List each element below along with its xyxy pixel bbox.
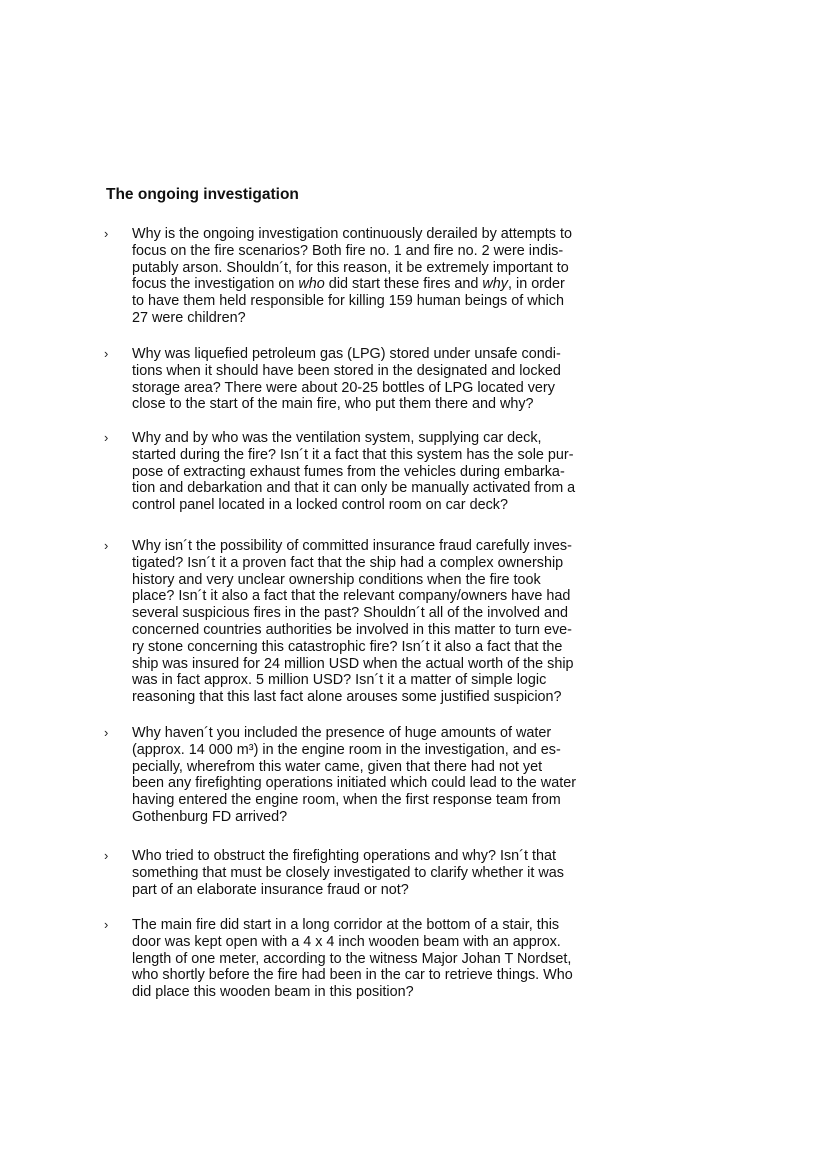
text-run: started during the fire? Isn´t it a fact that this system has the sole pur-	[132, 446, 574, 463]
text-line	[132, 363, 602, 380]
bullet-chevron-icon: ›	[104, 538, 109, 553]
text-line	[132, 917, 602, 934]
text-run: history and very unclear ownership conditions when the fire took	[132, 571, 541, 588]
text-run: Why is the ongoing investigation continuously derailed by attempts to	[132, 226, 572, 242]
text-run: been any firefighting operations initiated which could lead to the water	[132, 775, 576, 792]
question-text	[132, 538, 602, 706]
text-line	[132, 967, 602, 984]
text-line	[132, 775, 602, 792]
text-run: tigated? Isn´t it a proven fact that the ship had a complex ownership	[132, 554, 564, 571]
section-heading: The ongoing investigation	[106, 186, 299, 203]
question-text	[132, 226, 602, 327]
text-line	[132, 605, 602, 622]
text-run: Why isn´t the possibility of committed insurance fraud carefully inves-	[132, 538, 572, 554]
bullet-chevron-icon: ›	[104, 725, 109, 740]
text-line	[132, 447, 602, 464]
text-run: Why and by who was the ventilation system, supplying car deck,	[132, 430, 542, 446]
text-line	[132, 480, 602, 497]
text-run: having entered the engine room, when the first response team from	[132, 792, 561, 809]
text-line	[132, 293, 602, 310]
text-run: did place this wooden beam in this position?	[132, 984, 414, 1001]
text-run: Who tried to obstruct the firefighting operations and why? Isn´t that	[132, 848, 556, 864]
text-run: did start these fires and	[324, 276, 483, 293]
text-line	[132, 243, 602, 260]
question-text	[132, 917, 602, 1001]
text-run: who shortly before the fire had been in the car to retrieve things. Who	[132, 967, 573, 984]
text-run: focus on the fire scenarios? Both fire no. 1 and fire no. 2 were indis-	[132, 242, 564, 259]
text-line	[132, 725, 602, 742]
text-line	[132, 865, 602, 882]
question-text	[132, 725, 602, 826]
text-run: control panel located in a locked control room on car deck?	[132, 497, 508, 514]
text-run: something that must be closely investigated to clarify whether it was	[132, 864, 564, 881]
text-run: pose of extracting exhaust fumes from the vehicles during embarka-	[132, 463, 565, 480]
text-line	[132, 346, 602, 363]
bullet-chevron-icon: ›	[104, 430, 109, 445]
text-line	[132, 848, 602, 865]
text-run: close to the start of the main fire, who put them there and why?	[132, 396, 534, 413]
text-line	[132, 464, 602, 481]
text-line	[132, 396, 602, 413]
text-line	[132, 934, 602, 951]
text-line	[132, 555, 602, 572]
text-line	[132, 809, 602, 826]
question-text	[132, 346, 602, 413]
text-run: putably arson. Shouldn´t, for this reason, it be extremely important to	[132, 259, 569, 276]
text-line	[132, 672, 602, 689]
text-run: , in order	[508, 276, 565, 293]
question-text	[132, 848, 602, 898]
text-line	[132, 951, 602, 968]
text-run: part of an elaborate insurance fraud or not?	[132, 881, 409, 898]
text-run: reasoning that this last fact alone arouses some justified suspicion?	[132, 689, 562, 706]
text-run: Why haven´t you included the presence of huge amounts of water	[132, 725, 552, 741]
text-run: The main fire did start in a long corridor at the bottom of a stair, this	[132, 917, 560, 933]
text-line	[132, 656, 602, 673]
text-run: length of one meter, according to the witness Major Johan T Nordset,	[132, 950, 572, 967]
text-line	[132, 689, 602, 706]
text-run: Gothenburg FD arrived?	[132, 808, 288, 825]
text-run: tion and debarkation and that it can only be manually activated from a	[132, 480, 576, 497]
text-line	[132, 380, 602, 397]
text-line	[132, 497, 602, 514]
bullet-chevron-icon: ›	[104, 917, 109, 932]
text-line	[132, 639, 602, 656]
text-line	[132, 742, 602, 759]
text-run: several suspicious fires in the past? Shouldn´t all of the involved and	[132, 605, 568, 622]
text-run: storage area? There were about 20-25 bottles of LPG located very	[132, 379, 555, 396]
text-run: tions when it should have been stored in the designated and locked	[132, 362, 561, 379]
text-run: was in fact approx. 5 million USD? Isn´t it a matter of simple logic	[132, 672, 547, 689]
text-line	[132, 430, 602, 447]
emphasis-text: who	[298, 276, 325, 293]
text-line	[132, 260, 602, 277]
text-run: Why was liquefied petroleum gas (LPG) stored under unsafe condi-	[132, 346, 561, 362]
text-line	[132, 882, 602, 899]
text-line	[132, 276, 602, 293]
emphasis-text: why	[482, 276, 508, 293]
text-run: ship was insured for 24 million USD when the actual worth of the ship	[132, 655, 574, 672]
bullet-chevron-icon: ›	[104, 346, 109, 361]
text-run: (approx. 14 000 m³) in the engine room in the investigation, and es-	[132, 741, 561, 758]
question-text	[132, 430, 602, 514]
text-line	[132, 310, 602, 327]
text-run: door was kept open with a 4 x 4 inch wooden beam with an approx.	[132, 933, 561, 950]
text-run: to have them held responsible for killing 159 human beings of which	[132, 293, 564, 310]
text-run: 27 were children?	[132, 309, 246, 326]
text-line	[132, 792, 602, 809]
text-line	[132, 588, 602, 605]
bullet-chevron-icon: ›	[104, 848, 109, 863]
text-run: place? Isn´t it also a fact that the relevant company/owners have had	[132, 588, 571, 605]
text-line	[132, 984, 602, 1001]
text-line	[132, 226, 602, 243]
text-line	[132, 622, 602, 639]
text-run: pecially, wherefrom this water came, given that there had not yet	[132, 758, 543, 775]
text-run: focus the investigation on	[132, 276, 299, 293]
text-line	[132, 572, 602, 589]
text-run: ry stone concerning this catastrophic fire? Isn´t it also a fact that the	[132, 638, 563, 655]
text-line	[132, 759, 602, 776]
text-line	[132, 538, 602, 555]
bullet-chevron-icon: ›	[104, 226, 109, 241]
text-run: concerned countries authorities be involved in this matter to turn eve-	[132, 621, 572, 638]
